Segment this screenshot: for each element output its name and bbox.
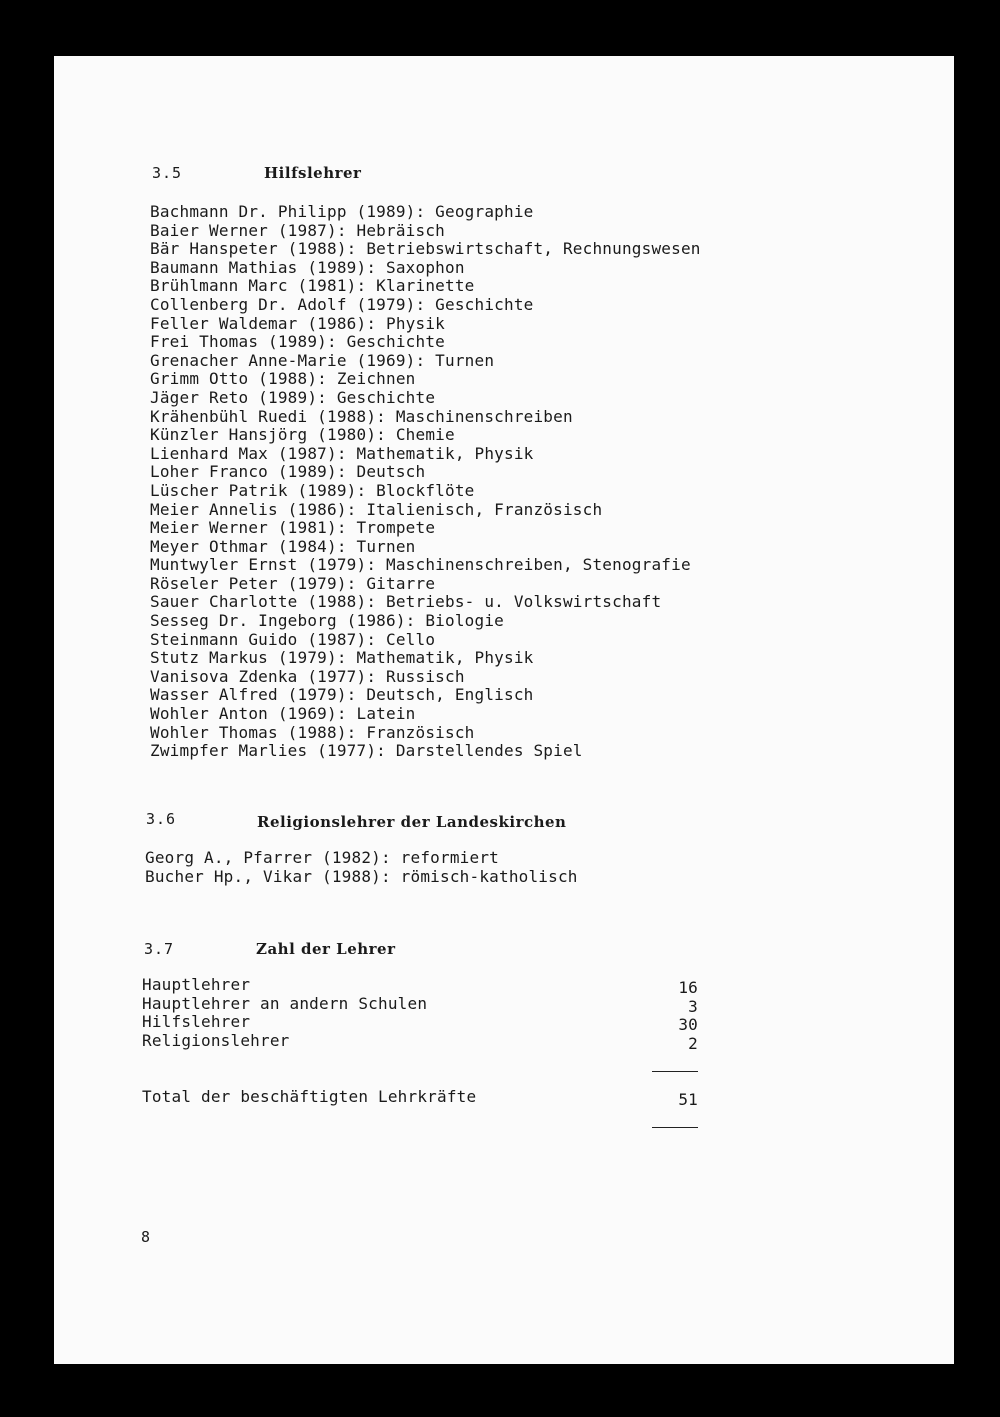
religionslehrer-list bbox=[145, 849, 578, 886]
row-value: 16 bbox=[678, 978, 698, 997]
table-row bbox=[142, 993, 698, 1016]
list-item: Georg A., Pfarrer (1982): reformiert bbox=[145, 848, 499, 867]
row-label: Hauptlehrer an andern Schulen bbox=[142, 993, 428, 1013]
list-item: Röseler Peter (1979): Gitarre bbox=[150, 573, 436, 593]
list-item: Wohler Anton (1969): Latein bbox=[150, 704, 416, 724]
row-label: Hauptlehrer bbox=[142, 975, 251, 994]
sum-rule-top bbox=[652, 1071, 698, 1072]
list-item: Muntwyler Ernst (1979): Maschinenschreiben, Stenografie bbox=[150, 555, 691, 575]
list-item: Grimm Otto (1988): Zeichnen bbox=[150, 369, 416, 389]
section-title-religionslehrer: Religionslehrer der Landeskirchen bbox=[257, 813, 567, 831]
section-title-zahl-der-lehrer: Zahl der Lehrer bbox=[256, 940, 396, 958]
list-item: Meyer Othmar (1984): Turnen bbox=[150, 536, 416, 556]
list-item: Vanisova Zdenka (1977): Russisch bbox=[150, 666, 465, 686]
list-item: Krähenbühl Ruedi (1988): Maschinenschreiben bbox=[150, 406, 573, 426]
list-item: Lüscher Patrik (1989): Blockflöte bbox=[150, 480, 475, 500]
row-value: 2 bbox=[688, 1033, 698, 1053]
section-title-hilfslehrer: Hilfslehrer bbox=[264, 164, 362, 182]
list-item: Zwimpfer Marlies (1977): Darstellendes Spiel bbox=[150, 741, 583, 761]
list-item: Steinmann Guido (1987): Cello bbox=[150, 629, 436, 649]
list-item: Meier Annelis (1986): Italienisch, Französisch bbox=[150, 499, 603, 519]
table-row bbox=[142, 1030, 698, 1053]
list-item: Collenberg Dr. Adolf (1979): Geschichte bbox=[150, 294, 534, 314]
list-item: Sauer Charlotte (1988): Betriebs- u. Volkswirtschaft bbox=[150, 592, 662, 612]
list-item: Feller Waldemar (1986): Physik bbox=[150, 313, 445, 333]
document-page bbox=[54, 56, 954, 1364]
row-label: Hilfslehrer bbox=[142, 1012, 251, 1032]
list-item: Künzler Hansjörg (1980): Chemie bbox=[150, 425, 455, 445]
sum-rule-bottom bbox=[652, 1127, 698, 1128]
list-item: Bär Hanspeter (1988): Betriebswirtschaft, Rechnungswesen bbox=[150, 239, 701, 259]
list-item: Jäger Reto (1989): Geschichte bbox=[150, 387, 436, 407]
list-item: Bucher Hp., Vikar (1988): römisch-katholisch bbox=[145, 866, 578, 886]
page-number: 8 bbox=[141, 1228, 151, 1246]
section-number-3-5: 3.5 bbox=[152, 164, 183, 182]
row-value: 3 bbox=[688, 996, 698, 1016]
table-row bbox=[142, 1012, 698, 1035]
list-item: Lienhard Max (1987): Mathematik, Physik bbox=[150, 443, 534, 463]
total-label: Total der beschäftigten Lehrkräfte bbox=[142, 1087, 477, 1106]
section-number-3-6: 3.6 bbox=[146, 810, 177, 828]
list-item: Stutz Markus (1979): Mathematik, Physik bbox=[150, 648, 534, 668]
teacher-count-table bbox=[142, 975, 698, 1053]
list-item: Baier Werner (1987): Hebräisch bbox=[150, 220, 445, 240]
list-item: Meier Werner (1981): Trompete bbox=[150, 518, 436, 538]
hilfslehrer-list bbox=[150, 203, 701, 761]
list-item: Bachmann Dr. Philipp (1989): Geographie bbox=[150, 202, 534, 221]
table-row bbox=[142, 975, 698, 997]
list-item: Loher Franco (1989): Deutsch bbox=[150, 462, 426, 482]
list-item: Wasser Alfred (1979): Deutsch, Englisch bbox=[150, 685, 534, 705]
list-item: Wohler Thomas (1988): Französisch bbox=[150, 722, 475, 742]
list-item: Brühlmann Marc (1981): Klarinette bbox=[150, 276, 475, 296]
list-item: Baumann Mathias (1989): Saxophon bbox=[150, 257, 465, 277]
row-value: 30 bbox=[678, 1015, 698, 1035]
row-label: Religionslehrer bbox=[142, 1030, 290, 1050]
total-value: 51 bbox=[678, 1090, 698, 1109]
list-item: Sesseg Dr. Ingeborg (1986): Biologie bbox=[150, 611, 504, 631]
list-item: Grenacher Anne-Marie (1969): Turnen bbox=[150, 350, 495, 370]
list-item: Frei Thomas (1989): Geschichte bbox=[150, 332, 445, 352]
section-number-3-7: 3.7 bbox=[144, 940, 175, 958]
